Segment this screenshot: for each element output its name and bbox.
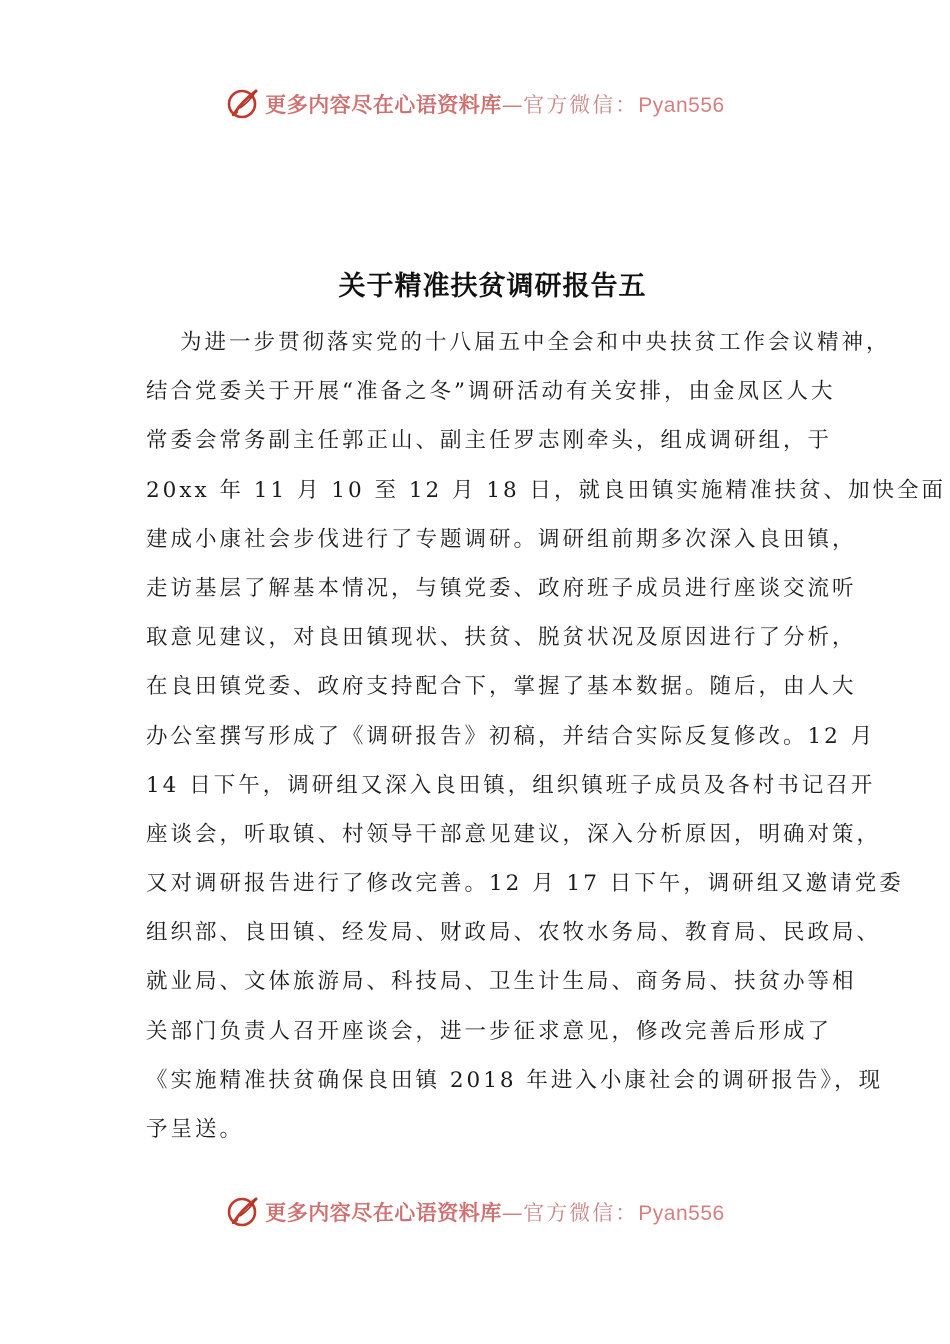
footer-banner-wechat-id: Pyan556 [638, 1202, 725, 1225]
quill-logo-icon [225, 86, 261, 122]
body-line: 《实施精准扶贫确保良田镇 2018 年进入小康社会的调研报告》，现 [146, 1067, 884, 1093]
quill-logo-icon [225, 1194, 261, 1230]
body-line: 走访基层了解基本情况，与镇党委、政府班子成员进行座谈交流听 [146, 575, 857, 601]
header-banner-separator: — [501, 93, 524, 117]
body-line: 就业局、文体旅游局、科技局、卫生计生局、商务局、扶贫办等相 [146, 969, 857, 995]
body-line: 结合党委关于开展“准备之冬”调研活动有关安排，由金凤区人大 [146, 379, 836, 405]
header-banner [0, 82, 950, 126]
footer-banner [0, 1190, 950, 1234]
header-banner-brand: 更多内容尽在心语资料库 [265, 93, 502, 117]
footer-banner-separator: — [501, 1201, 524, 1225]
body-line: 办公室撰写形成了《调研报告》初稿，并结合实际反复修改。12 月 [146, 723, 876, 749]
body-line: 常委会常务副主任郭正山、副主任罗志刚牵头，组成调研组，于 [146, 428, 833, 454]
header-banner-label: 官方微信： [523, 93, 639, 117]
body-line: 又对调研报告进行了修改完善。12 月 17 日下午，调研组又邀请党委 [146, 871, 904, 897]
footer-banner-label: 官方微信： [523, 1201, 639, 1225]
header-banner-wechat-id: Pyan556 [638, 94, 725, 117]
body-line: 组织部、良田镇、经发局、财政局、农牧水务局、教育局、民政局、 [146, 920, 882, 946]
header-banner-content [225, 86, 724, 122]
body-line: 关部门负责人召开座谈会，进一步征求意见，修改完善后形成了 [146, 1018, 833, 1044]
document-body [146, 324, 947, 1160]
body-line: 建成小康社会步伐进行了专题调研。调研组前期多次深入良田镇， [146, 526, 857, 552]
body-line: 取意见建议，对良田镇现状、扶贫、脱贫状况及原因进行了分析， [146, 625, 857, 651]
body-line: 予呈送。 [146, 1117, 245, 1142]
body-line: 14 日下午，调研组又深入良田镇，组织镇班子成员及各村书记召开 [146, 772, 876, 798]
footer-banner-text [265, 1197, 724, 1227]
body-line: 在良田镇党委、政府支持配合下，掌握了基本数据。随后，由人大 [146, 674, 857, 700]
document-title: 关于精准扶贫调研报告五 [338, 271, 647, 302]
footer-banner-content [225, 1194, 724, 1230]
header-banner-text [265, 89, 724, 119]
body-line: 20xx 年 11 月 10 至 12 月 18 日，就良田镇实施精准扶贫、加快全面 [146, 477, 947, 503]
body-line: 为进一步贯彻落实党的十八届五中全会和中央扶贫工作会议精神， [180, 330, 891, 355]
body-line: 座谈会，听取镇、村领导干部意见建议，深入分析原因，明确对策， [146, 821, 882, 847]
footer-banner-brand: 更多内容尽在心语资料库 [265, 1201, 502, 1225]
